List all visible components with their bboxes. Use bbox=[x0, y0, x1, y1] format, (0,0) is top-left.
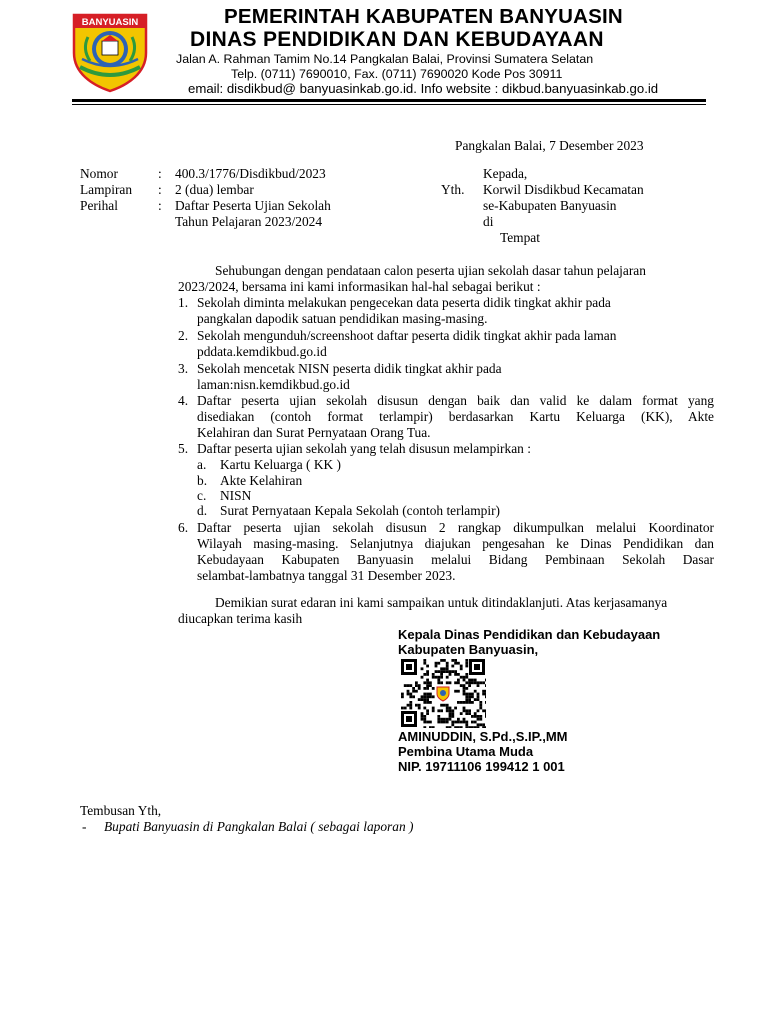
letterhead-government: PEMERINTAH KABUPATEN BANYUASIN bbox=[224, 5, 623, 28]
sub-item-letter: d. bbox=[197, 503, 208, 518]
nomor-colon: : bbox=[158, 166, 162, 181]
recipient-tempat: Tempat bbox=[500, 230, 540, 245]
list-item-4-line1: Daftar peserta ujian sekolah disusun dengan baik dan valid ke dalam format yang bbox=[197, 393, 714, 408]
signature-qr-code bbox=[400, 658, 486, 728]
closing-line2: diucapkan terima kasih bbox=[178, 611, 303, 626]
list-item-1-line2: pangkalan dapodik satuan pendidikan masing-masing. bbox=[197, 311, 488, 326]
list-item-4-line3: Kelahiran dan Surat Pernyataan Orang Tua. bbox=[197, 425, 431, 440]
perihal-colon: : bbox=[158, 198, 162, 213]
list-item-number: 6. bbox=[178, 520, 189, 535]
signature-title-line2: Kabupaten Banyuasin, bbox=[398, 642, 539, 657]
logo-text: BANYUASIN bbox=[81, 17, 139, 28]
list-item-number: 2. bbox=[178, 328, 189, 343]
lampiran-value: 2 (dua) lembar bbox=[175, 182, 254, 197]
letterhead-divider-thin bbox=[72, 104, 706, 105]
lampiran-label: Lampiran bbox=[80, 182, 133, 197]
list-item-number: 5. bbox=[178, 441, 189, 456]
tembusan-item: Bupati Banyuasin di Pangkalan Balai ( sebagai laporan ) bbox=[104, 819, 414, 834]
signature-title-line1: Kepala Dinas Pendidikan dan Kebudayaan bbox=[398, 627, 661, 642]
perihal-value-line1: Daftar Peserta Ujian Sekolah bbox=[175, 198, 331, 213]
list-item-number: 1. bbox=[178, 295, 189, 310]
list-item-2-line1: Sekolah mengunduh/screenshoot daftar peserta didik tingkat akhir pada laman bbox=[197, 328, 617, 343]
sub-item-text: Kartu Keluarga ( KK ) bbox=[220, 457, 341, 472]
sub-item-letter: b. bbox=[197, 473, 208, 488]
sub-item-text: NISN bbox=[220, 488, 252, 503]
list-item-3-line1: Sekolah mencetak NISN peserta didik tingkat akhir pada bbox=[197, 361, 502, 376]
list-item-number: 4. bbox=[178, 393, 189, 408]
letterhead-email: email: disdikbud@ banyuasinkab.go.id. Info website : dikbud.banyuasinkab.go.id bbox=[188, 81, 659, 96]
recipient-line2: se-Kabupaten Banyuasin bbox=[483, 198, 617, 213]
banyuasin-logo bbox=[68, 9, 152, 93]
signature-name: AMINUDDIN, S.Pd.,S.IP.,MM bbox=[398, 729, 568, 744]
list-item-6-line2: Wilayah masing-masing. Selanjutnya diajukan pengesahan ke Dinas Pendidikan dan bbox=[197, 536, 714, 551]
nomor-label: Nomor bbox=[80, 166, 118, 181]
recipient-line1: Korwil Disdikbud Kecamatan bbox=[483, 182, 644, 197]
intro-line1: Sehubungan dengan pendataan calon peserta ujian sekolah dasar tahun pelajaran bbox=[215, 263, 646, 278]
lampiran-colon: : bbox=[158, 182, 162, 197]
signature-rank: Pembina Utama Muda bbox=[398, 744, 534, 759]
perihal-label: Perihal bbox=[80, 198, 118, 213]
list-item-2-line2: pddata.kemdikbud.go.id bbox=[197, 344, 327, 359]
recipient-yth: Yth. bbox=[441, 182, 465, 197]
list-item-6-line1: Daftar peserta ujian sekolah disusun 2 rangkap dikumpulkan melalui Koordinator bbox=[197, 520, 714, 535]
list-item-3-line2: laman:nisn.kemdikbud.go.id bbox=[197, 377, 350, 392]
signature-nip: NIP. 19711106 199412 1 001 bbox=[398, 759, 565, 774]
list-item-number: 3. bbox=[178, 361, 189, 376]
letterhead-department: DINAS PENDIDIKAN DAN KEBUDAYAAN bbox=[190, 28, 604, 51]
list-item-5-line1: Daftar peserta ujian sekolah yang telah disusun melampirkan : bbox=[197, 441, 531, 456]
letterhead-divider-thick bbox=[72, 99, 706, 102]
sub-item-letter: c. bbox=[197, 488, 207, 503]
list-item-6-line4: selambat-lambatnya tanggal 31 Desember 2023. bbox=[197, 568, 456, 583]
list-item-1-line1: Sekolah diminta melakukan pengecekan data peserta didik tingkat akhir pada bbox=[197, 295, 611, 310]
letterhead-address: Jalan A. Rahman Tamim No.14 Pangkalan Balai, Provinsi Sumatera Selatan bbox=[176, 52, 594, 66]
perihal-value-line2: Tahun Pelajaran 2023/2024 bbox=[175, 214, 323, 229]
place-date: Pangkalan Balai, 7 Desember 2023 bbox=[455, 138, 644, 153]
intro-line2: 2023/2024, bersama ini kami informasikan hal-hal sebagai berikut : bbox=[178, 279, 541, 294]
tembusan-heading: Tembusan Yth, bbox=[80, 803, 162, 818]
list-item-4-line2: disediakan (contoh format terlampir) berdasarkan Kartu Keluarga (KK), Akte bbox=[197, 409, 714, 424]
nomor-value: 400.3/1776/Disdikbud/2023 bbox=[175, 166, 326, 181]
recipient-kepada: Kepada, bbox=[483, 166, 528, 181]
sub-item-letter: a. bbox=[197, 457, 207, 472]
letterhead-phone: Telp. (0711) 7690010, Fax. (0711) 7690020 Kode Pos 30911 bbox=[231, 67, 563, 81]
sub-item-text: Akte Kelahiran bbox=[220, 473, 303, 488]
list-item-6-line3: Kebudayaan Kabupaten Banyuasin melalui Bidang Pembinaan Sekolah Dasar bbox=[197, 552, 714, 567]
tembusan-dash: - bbox=[82, 819, 87, 834]
closing-line1: Demikian surat edaran ini kami sampaikan untuk ditindaklanjuti. Atas kerjasamanya bbox=[215, 595, 668, 610]
sub-item-text: Surat Pernyataan Kepala Sekolah (contoh terlampir) bbox=[220, 503, 500, 518]
recipient-di: di bbox=[483, 214, 494, 229]
